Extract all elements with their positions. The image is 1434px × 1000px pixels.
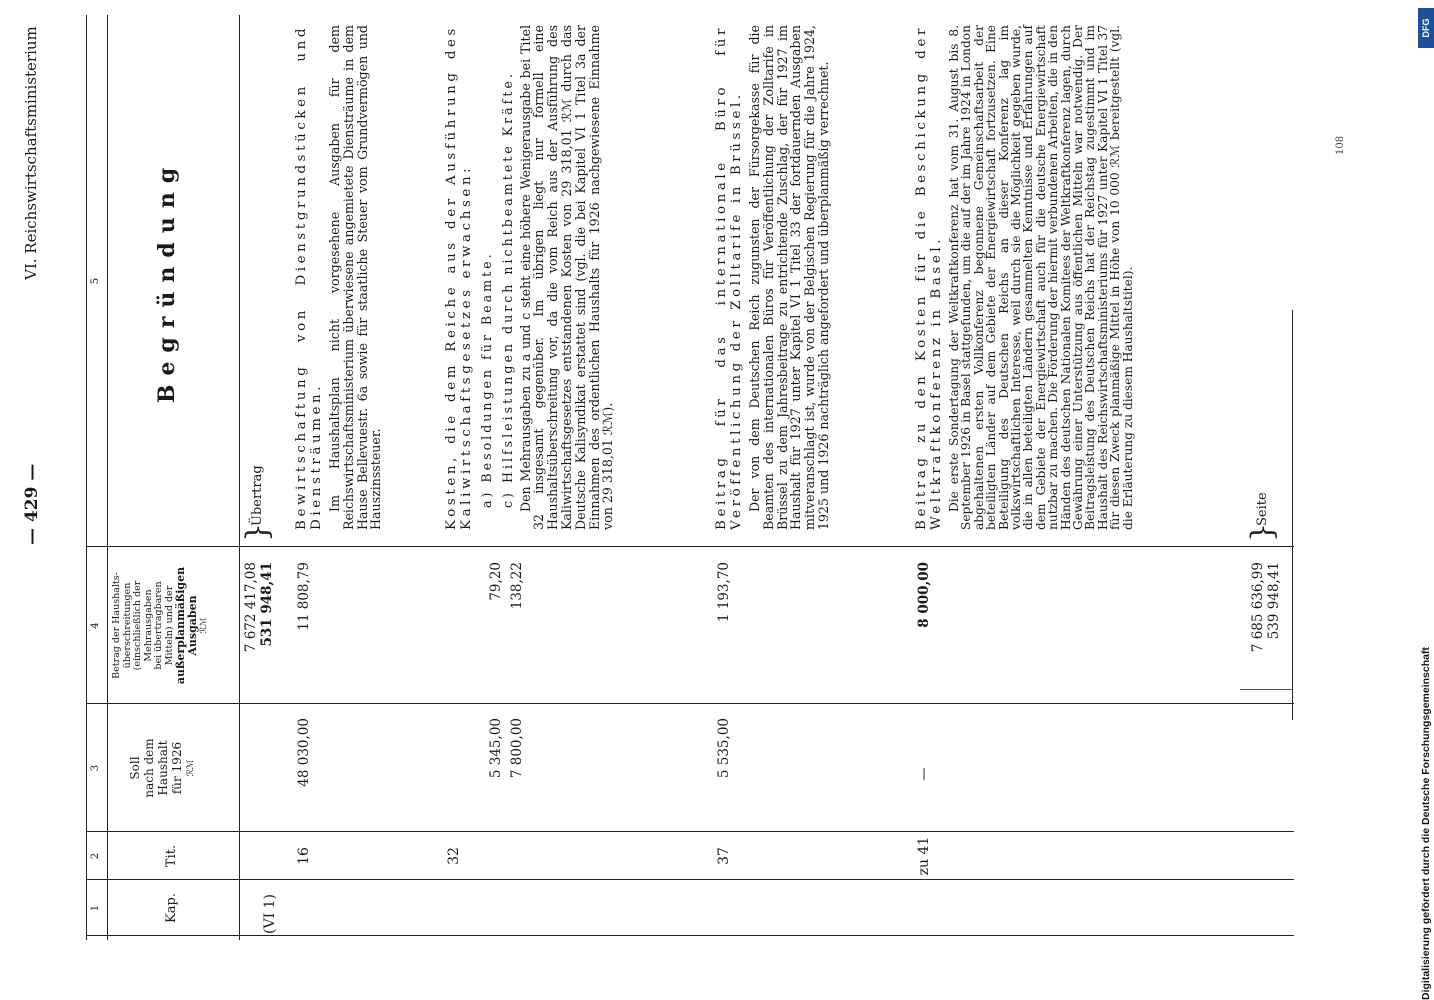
entry-text: Den Mehrausgaben zu a und c steht eine höhere Wenigerausgabe bei Titel 32 insgesamt gegenüber. Im übrigen liegt nur formell eine Haushaltsüberschreitung vor, da die vom Reich aus der Ausführung des Kaliwirtschaftsgesetzes entstandenen Kosten von 29 318,01 ℛℳ durch das Deutsche Kalisyndikat erstattet sind (vgl. die bei Kapitel VI 1 Titel 3a der Einnahmen des ordentlichen Haushalts für 1926 nachgewiesene Einnahme von 29 318,01 ℛℳ). bbox=[517, 25, 616, 530]
uebertrag-amount-1: 7 672 417,08 bbox=[243, 562, 259, 653]
entry-16-block bbox=[294, 25, 383, 530]
col-number-5: 5 bbox=[90, 277, 101, 285]
header-soll bbox=[128, 704, 198, 832]
entry-heading: Beitrag zu den Kosten für die Beschickung der Weltkraftkonferenz in Basel. bbox=[914, 25, 944, 530]
entry-subitem-label: a) Besoldungen für Beamte. bbox=[479, 251, 494, 508]
entry-subitem-amount: 138,22 bbox=[509, 562, 525, 610]
header-betrag-line: bei übertragbaren bbox=[153, 581, 164, 670]
header-betrag-line: (einschließlich der bbox=[132, 580, 143, 671]
entry-heading: Kosten, die dem Reiche aus der Ausführung des Kaliwirtschaftsgesetzes erwachsen: bbox=[444, 25, 474, 530]
col-number-4: 4 bbox=[90, 622, 101, 629]
header-tit: Tit. bbox=[164, 844, 179, 868]
header-betrag-bold: außerplanmäßigen bbox=[174, 566, 187, 685]
header-betrag bbox=[112, 549, 210, 702]
entry-37-block bbox=[714, 25, 831, 530]
digitization-note-text: Digitalisierung gefördert durch die Deutsche Forschungsgemeinschaft bbox=[1420, 647, 1432, 1000]
entry-subitem-soll: 7 800,00 bbox=[509, 718, 525, 779]
header-betrag-bold: Ausgaben bbox=[186, 595, 199, 656]
uebertrag-brace: } bbox=[240, 522, 275, 542]
header-betrag-line: Betrag der Haushalts- bbox=[111, 572, 122, 679]
header-betrag-unit: ℛℳ bbox=[199, 617, 209, 634]
seite-amount-2: 539 948,41 bbox=[1266, 562, 1282, 640]
header-begruendung: Begründung bbox=[154, 158, 180, 404]
col1-right-rule bbox=[86, 879, 1294, 880]
header-soll-line: Haushalt bbox=[156, 740, 170, 796]
col-number-3: 3 bbox=[90, 764, 101, 772]
header-soll-unit: ℛℳ bbox=[186, 759, 196, 777]
entry-tit: 32 bbox=[446, 847, 462, 865]
header-kap: Kap. bbox=[164, 893, 179, 923]
header-soll-line: nach dem bbox=[142, 738, 156, 798]
column-number-rule bbox=[107, 15, 108, 940]
page-number: — 429 — bbox=[22, 463, 42, 545]
entry-text: Im Haushaltsplan nicht vorgesehene Ausgaben für dem Reichswirtschaftsministerium überwiesene angemietete Diensträume in dem Hause Bellevuestr. 6a sowie für staatliche Steuer vom Grundvermögen und Hauszinssteuer. bbox=[327, 25, 384, 530]
seite-brace: } bbox=[1245, 522, 1280, 542]
entry-tit: 37 bbox=[716, 847, 732, 865]
header-soll-line: für 1926 bbox=[170, 741, 184, 795]
entry-amount: 8 000,00 bbox=[916, 562, 932, 628]
running-head: VI. Reichswirtschaftsministerium bbox=[22, 26, 40, 280]
dfg-logo-text: DFG bbox=[1421, 18, 1431, 38]
uebertrag-label: Übertrag bbox=[250, 465, 265, 526]
col4-right-rule bbox=[86, 546, 1294, 547]
header-betrag-line: Mehrausgaben bbox=[142, 589, 154, 662]
header-bottom-rule bbox=[239, 15, 240, 940]
col2-right-rule bbox=[86, 831, 1294, 832]
seite-amount-1: 7 685 636,99 bbox=[1250, 562, 1266, 653]
table-bottom-rule bbox=[1292, 310, 1293, 720]
header-betrag-line: Mitteln) und der bbox=[163, 585, 175, 666]
col1-left-rule bbox=[86, 935, 1294, 936]
entry-tit: 16 bbox=[296, 847, 312, 865]
footer-mark: 108 bbox=[1335, 135, 1346, 155]
entry-soll: — bbox=[916, 767, 932, 781]
entry-text: Der von dem Deutschen Reich zugunsten der Fürsorgekasse für die Beamten des internationalen Büros für Veröffentlichung der Zolltarife in Brüssel zu dem Jahresbeitrage zu entrichtende Zuschlag, der für 1927 im Haushalt für 1927 unter Kapitel VI 1 Titel 33 der fortdauernden Ausgaben mitveranschlagt ist, wurde von der Belgischen Regierung für die Jahre 1924, 1925 und 1926 nachträglich angefordert und überplanmäßig verrechnet. bbox=[747, 25, 831, 530]
entry-soll: 5 535,00 bbox=[716, 718, 732, 779]
header-betrag-line: überschreitungen bbox=[121, 582, 133, 669]
kap-value: (VI 1) bbox=[262, 894, 278, 934]
entry-32-block bbox=[444, 25, 615, 530]
entry-heading: Beitrag für das internationale Büro für Veröffentlichung der Zolltarife in Brüssel. bbox=[714, 25, 744, 530]
col-number-2: 2 bbox=[90, 852, 101, 860]
entry-text: Die erste Sondertagung der Weltkraftkonferenz hat vom 31. August bis 8. September 1926 in Basel stattgefunden, um die auf der im Jahre 1924 in London abgehaltenen ersten Vollkonferenz begonnene Gemeinschaftsarbeit der beteiligten Länder auf dem Gebiete der Energiewirtschaft fortzusetzen. Eine Beteiligung des Deutschen Reichs an dieser Konferenz lag im volkswirtschaftlichen Interesse, weil durch sie die Möglichkeit gegeben wurde, die in allen beteiligten Ländern gesammelten Kenntnisse und Erfahrungen auf dem Gebiete der Energiewirtschaft auch für die deutsche Energiewirtschaft nutzbar zu machen. Die Förderung der hiermit verbundenen Arbeiten, die in den Händen des deutschen Nationalen Komitees der Weltkraftkonferenz lagen, durch Gewährung einer Unterstützung aus öffentlichen Mitteln war notwendig. Der Beitragsleistung des Deutschen Reichs hat der Reichstag zugestimmt und im Haushalt des Reichswirtschaftsministeriums für 1927 unter Kapitel VI 1 Titel 37 für diesen Zweck planmäßige Mittel in Höhe von 10 000 ℛℳ bereitgestellt (vgl. die Erläuterung zu diesem Haushaltstitel). bbox=[947, 25, 1135, 530]
entry-subitem-amount: 79,20 bbox=[488, 562, 504, 601]
entry-amount: 1 193,70 bbox=[716, 562, 732, 623]
header-soll-line: Soll bbox=[128, 756, 142, 780]
table-top-rule bbox=[86, 15, 87, 940]
uebertrag-amount-2: 531 948,41 bbox=[259, 562, 275, 647]
seite-label: Seite bbox=[1255, 492, 1270, 526]
col3-right-rule bbox=[86, 703, 1294, 704]
entry-heading: Bewirtschaftung von Dienstgrundstücken und Diensträumen. bbox=[294, 25, 324, 530]
entry-tit: zu 41 bbox=[916, 836, 932, 876]
entry-subitem-label: c) Hilfsleistungen durch nichtbeamtete Kräfte. bbox=[499, 71, 515, 508]
entry-amount: 11 808,79 bbox=[296, 562, 312, 631]
col-number-1: 1 bbox=[90, 904, 101, 912]
entry-41-block bbox=[914, 25, 1134, 530]
entry-soll: 48 030,00 bbox=[296, 718, 312, 787]
entry-subitem-soll: 5 345,00 bbox=[488, 718, 504, 779]
